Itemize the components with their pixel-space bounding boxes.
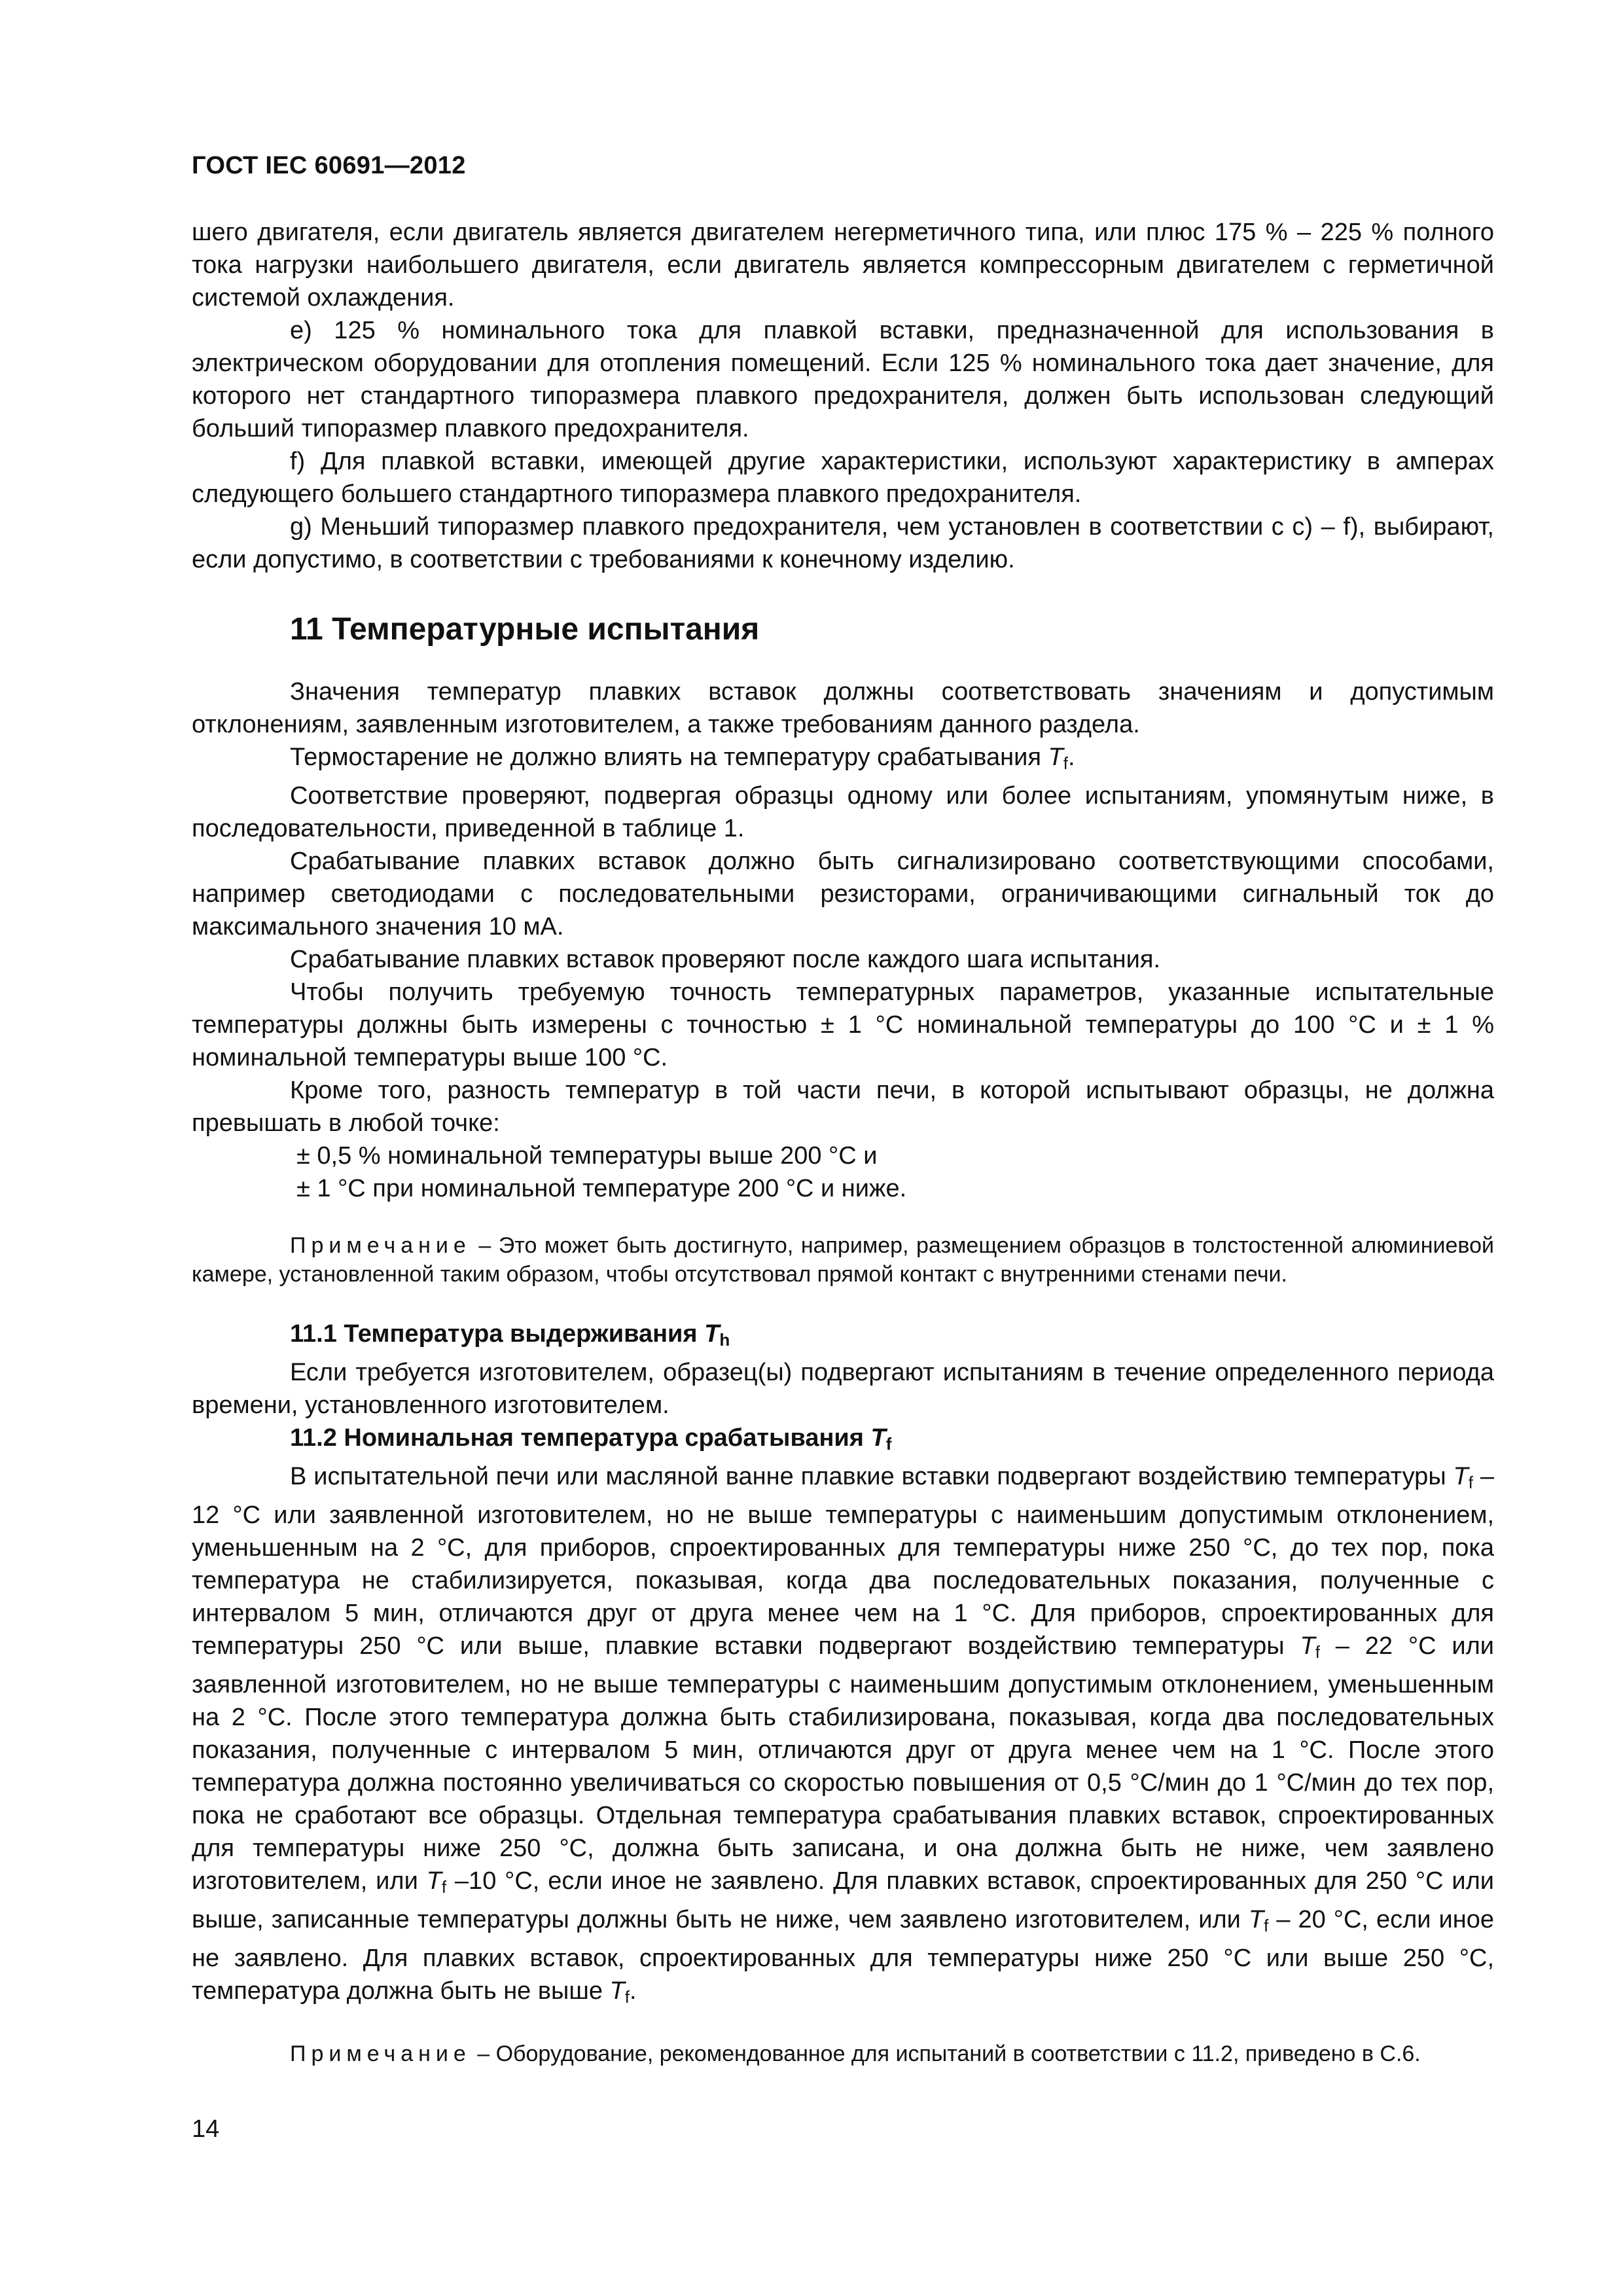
paragraph: Чтобы получить требуемую точность температурных параметров, указанные испытательные температуры должны быть измерены с точностью ± 1 °С номинальной температуры до 100 °С и ± 1 % номинальной температуры выше 100 °С. — [192, 978, 1494, 1071]
subscript-f: f — [441, 1877, 447, 1897]
paragraph: шего двигателя, если двигатель является двигателем негерметичного типа, или плюс 175 % – 225 % полного тока нагрузки наибольшего двигателя, если двигатель является компрессорным двигателем с герметичной системой охлаждения. — [192, 219, 1494, 312]
paragraph: Срабатывание плавких вставок проверяют после каждого шага испытания. — [290, 946, 1161, 973]
paragraph: Значения температур плавких вставок должны соответствовать значениям и допустимым отклонениям, заявленным изготовителем, а также требованиям данного раздела. — [192, 678, 1494, 738]
subscript-f: f — [1315, 1642, 1320, 1662]
paragraph — [192, 741, 1494, 780]
document-body — [192, 216, 1494, 2097]
heading-text: 11.1 Температура выдерживания — [290, 1320, 705, 1348]
symbol-t: T — [1300, 1632, 1315, 1660]
paragraph: Если требуется изготовителем, образец(ы) подвергают испытаниям в течение определенного периода времени, установленного изготовителем. — [192, 1359, 1494, 1419]
symbol-t: T — [1048, 744, 1063, 771]
subscript-f: f — [1468, 1473, 1473, 1492]
symbol-t: T — [704, 1320, 720, 1348]
text-fragment: – 20 °С, если иное не заявлено. Для плавких вставок, спроектированных для температуры ниже 250 °С или выше 250 °С, температура должна быть не выше — [192, 1906, 1494, 2005]
paragraph: Кроме того, разность температур в той части печи, в которой испытывают образцы, не должна превышать в любой точке: — [192, 1077, 1494, 1137]
note-label: Примечание — [290, 2041, 471, 2066]
symbol-t: T — [1248, 1906, 1264, 1933]
subscript-f: f — [1264, 1916, 1269, 1935]
subscript-f: f — [1063, 753, 1068, 773]
text-fragment: . — [630, 1977, 637, 2005]
text-fragment: . — [1067, 744, 1075, 771]
paragraph — [192, 1460, 1494, 2013]
heading-text: 11.2 Номинальная температура срабатывания — [290, 1424, 871, 1452]
paragraph-item-g: g) Меньший типоразмер плавкого предохранителя, чем установлен в соответствии с с) – f), выбирают, если допустимо, в соответствии с требованиями к конечному изделию. — [192, 513, 1494, 573]
text-fragment: В испытательной печи или масляной ванне плавкие вставки подвергают воздействию температуры — [290, 1463, 1454, 1490]
subscript-f: f — [885, 1434, 892, 1454]
page-number: 14 — [192, 2115, 220, 2143]
note — [192, 2039, 1494, 2068]
paragraph: Срабатывание плавких вставок должно быть сигнализировано соответствующими способами, например светодиодами с последовательными резисторами, ограничивающими сигнальный ток до максимального значения 10 мА. — [192, 848, 1494, 941]
note — [192, 1231, 1494, 1289]
paragraph-item-e: е) 125 % номинального тока для плавкой вставки, предназначенной для использования в электрическом оборудовании для отопления помещений. Если 125 % номинального тока дает значение, для которого нет стандартного типоразмера плавкого предохранителя, должен быть использован следующий больший типоразмер плавкого предохранителя. — [192, 317, 1494, 442]
text-fragment: – 12 °С или заявленной изготовителем, но не выше температуры с наименьшим допустимым отклонением, уменьшенным на 2 °С, для приборов, спроектированных для температуры ниже 250 °С, до тех пор, пока температура не стабилизируется, показывая, когда два последовательных показания, полученные с интервалом 5 мин, отличаются друг от друга менее чем на 1 °С. Для приборов, спроектированных для температуры 250 °С или выше, плавкие вставки подвергают воздействию температуры — [192, 1463, 1494, 1660]
note-text: – Это может быть достигнуто, например, размещением образцов в толстостенной алюминиевой камере, установленной таким образом, чтобы отсутствовал прямой контакт с внутренними стенами печи. — [192, 1233, 1494, 1287]
list-item: ± 0,5 % номинальной температуры выше 200 °С и — [296, 1142, 878, 1170]
symbol-t: T — [870, 1424, 886, 1452]
symbol-t: T — [1453, 1463, 1469, 1490]
text-fragment: –10 °С, если иное не заявлено. Для плавких вставок, спроектированных для 250 °С или выше, записанные температуры должны быть не ниже, чем заявлено изготовителем, или — [192, 1867, 1494, 1933]
symbol-t: T — [609, 1977, 625, 2005]
text-fragment: Термостарение не должно влиять на температуру срабатывания — [290, 744, 1048, 771]
document-header: ГОСТ IEC 60691—2012 — [192, 152, 466, 179]
paragraph: Соответствие проверяют, подвергая образцы одному или более испытаниям, упомянутым ниже, в последовательности, приведенной в таблице 1. — [192, 782, 1494, 842]
section-11-2-title — [192, 1422, 1494, 1460]
text-fragment: – 22 °С или заявленной изготовителем, но не выше температуры с наименьшим допустимым отклонением, уменьшенным на 2 °С. После этого температура должна быть стабилизирована, показывая, когда два последовательных показания, полученные с интервалом 5 мин, отличаются друг от друга менее чем на 1 °С. После этого температура должна постоянно увеличиваться со скоростью повышения от 0,5 °С/мин до 1 °С/мин до тех пор, пока не сработают все образцы. Отдельная температура срабатывания плавких вставок, спроектированных для температуры ниже 250 °С, должна быть записана, и она должна быть не ниже, чем заявлено изготовителем, или — [192, 1632, 1494, 1895]
subscript-f: f — [624, 1987, 630, 2007]
note-label: Примечание — [290, 1233, 471, 1258]
section-11-1-title — [192, 1318, 1494, 1356]
note-text: – Оборудование, рекомендованное для испытаний в соответствии с 11.2, приведено в С.6. — [471, 2041, 1421, 2066]
section-11-title: 11 Температурные испытания — [290, 612, 760, 647]
list-item: ± 1 °С при номинальной температуре 200 °С и ниже. — [296, 1175, 907, 1202]
symbol-t: T — [426, 1867, 442, 1895]
subscript-h: h — [719, 1330, 730, 1350]
paragraph-item-f: f) Для плавкой вставки, имеющей другие характеристики, используют характеристику в амперах следующего большего стандартного типоразмера плавкого предохранителя. — [192, 448, 1494, 508]
